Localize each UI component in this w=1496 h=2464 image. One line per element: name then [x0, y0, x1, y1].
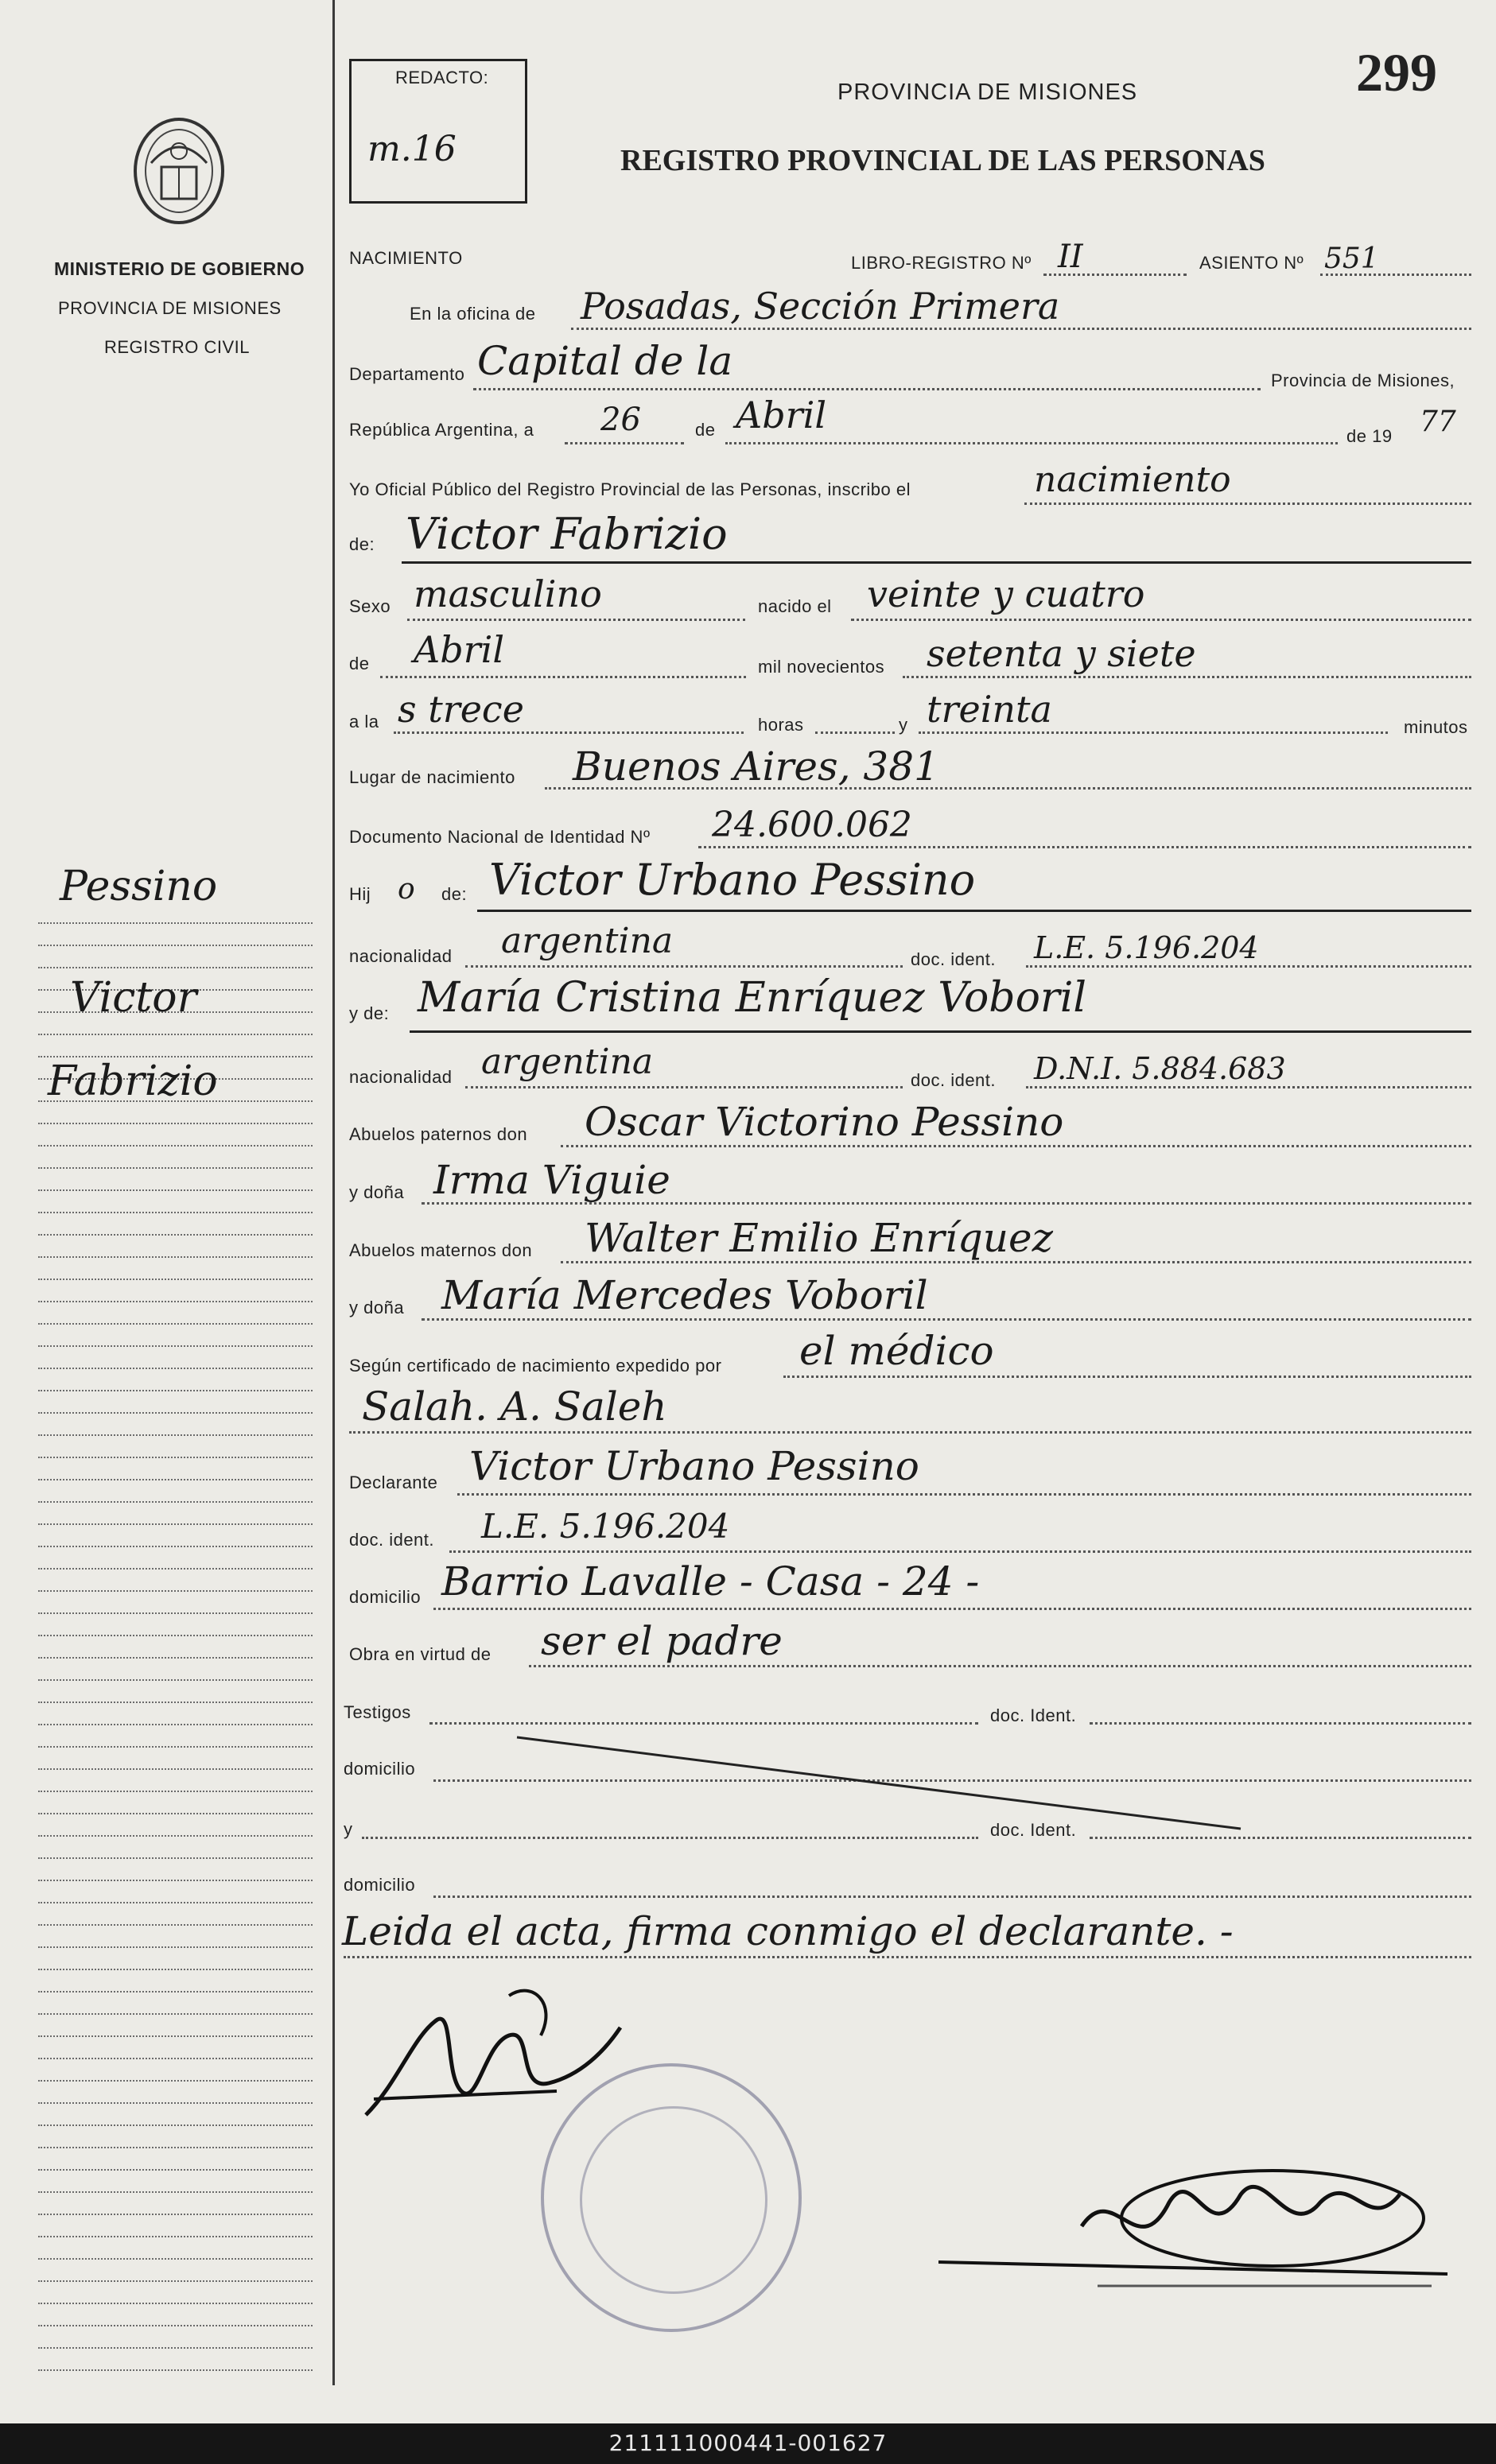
de4-label: de:	[441, 884, 468, 904]
oficina-label: En la oficina de	[410, 304, 536, 324]
minutos-value: treinta	[927, 688, 1052, 731]
asiento-value: 551	[1324, 243, 1379, 275]
margin-rule-line	[38, 1924, 313, 1926]
mes2-value: Abril	[414, 628, 505, 671]
dia-value: 26	[600, 402, 641, 438]
declarante-value: Victor Urbano Pessino	[469, 1443, 919, 1489]
margin-rule-line	[38, 1946, 313, 1948]
nac1-label: nacionalidad	[349, 946, 453, 966]
docident5-label: doc. Ident.	[990, 1820, 1077, 1840]
margin-rule-line	[38, 2258, 313, 2260]
docid3-value: L.E. 5.196.204	[481, 1507, 730, 1546]
ydona2-label: y doña	[349, 1298, 405, 1317]
margin-rule-line	[38, 2347, 313, 2349]
nac1-value: argentina	[501, 921, 674, 961]
republica-label: República Argentina, a	[349, 420, 534, 440]
segun-label: Según certificado de nacimiento expedido por	[349, 1356, 722, 1376]
ydona2-value: María Mercedes Voboril	[441, 1272, 928, 1318]
ministerio-label: MINISTERIO DE GOBIERNO	[54, 258, 305, 279]
provincia-left-label: PROVINCIA DE MISIONES	[58, 298, 282, 318]
de3-label: de	[349, 654, 370, 673]
docid1-value: L.E. 5.196.204	[1034, 930, 1259, 965]
margin-rule-line	[38, 2013, 313, 2015]
nac2-label: nacionalidad	[349, 1067, 453, 1087]
departamento-label: Departamento	[349, 364, 465, 384]
ala-label: a la	[349, 712, 379, 731]
margin-rule-line	[38, 2035, 313, 2037]
departamento-value: Capital de la	[477, 338, 733, 384]
lugar-label: Lugar de nacimiento	[349, 767, 515, 787]
libro-value: II	[1058, 239, 1083, 275]
nacido-label: nacido el	[758, 596, 832, 616]
abmat-label: Abuelos maternos don	[349, 1240, 533, 1260]
dni-value: 24.600.062	[712, 805, 912, 845]
de2-label: de:	[349, 534, 375, 554]
anio-value: 77	[1420, 405, 1456, 438]
domicilio3-label: domicilio	[344, 1875, 416, 1895]
docid2-value: D.N.I. 5.884.683	[1034, 1051, 1286, 1086]
official-signature-icon	[938, 2147, 1479, 2314]
registro-title: REGISTRO PROVINCIAL DE LAS PERSONAS	[620, 144, 1265, 177]
y2-label: y	[344, 1819, 353, 1839]
margin-rule-line	[38, 2369, 313, 2371]
redacto-label: REDACTO:	[395, 68, 489, 87]
hij-suffix: o	[398, 873, 415, 906]
abpat-value: Oscar Victorino Pessino	[585, 1099, 1064, 1145]
anio-label: de 19	[1346, 426, 1393, 446]
obra-value: ser el padre	[541, 1618, 783, 1664]
y-label: y	[899, 715, 908, 735]
nombre-value: Victor Fabrizio	[406, 509, 728, 559]
page-number: 299	[1356, 42, 1437, 103]
margin-nombre-2: Fabrizio	[48, 1057, 218, 1105]
yde-label: y de:	[349, 1003, 390, 1023]
margin-rule-line	[38, 2058, 313, 2059]
docid1-label: doc. ident.	[911, 949, 997, 969]
domicilio-label: domicilio	[349, 1587, 422, 1607]
margin-apellido: Pessino	[60, 863, 218, 910]
docid2-label: doc. ident.	[911, 1070, 997, 1090]
margin-rule-line	[38, 2191, 313, 2193]
margin-nombre-1: Victor	[70, 974, 197, 1022]
margin-rule-line	[38, 2280, 313, 2282]
inscribo-value: nacimiento	[1034, 460, 1231, 500]
margin-rule-line	[38, 1991, 313, 1993]
de-label: de	[695, 420, 716, 440]
minutos-label: minutos	[1404, 717, 1468, 737]
libro-label: LIBRO-REGISTRO Nº	[851, 253, 1032, 273]
declarante-label: Declarante	[349, 1473, 438, 1492]
obra-label: Obra en virtud de	[349, 1644, 492, 1664]
provincia-header: PROVINCIA DE MISIONES	[837, 80, 1138, 105]
dni-label: Documento Nacional de Identidad Nº	[349, 827, 651, 847]
abmat-value: Walter Emilio Enríquez	[585, 1215, 1053, 1261]
redacto-value: m.16	[367, 129, 457, 169]
segun-value: el médico	[799, 1328, 994, 1374]
margin-rule-line	[38, 2325, 313, 2326]
madre-value: María Cristina Enríquez Voboril	[418, 974, 1086, 1022]
sexo-label: Sexo	[349, 596, 391, 616]
docident4-label: doc. Ident.	[990, 1705, 1077, 1725]
margin-rule-line	[38, 2214, 313, 2215]
ydona1-label: y doña	[349, 1182, 405, 1202]
leida-value: Leida el acta, firma conmigo el declarante. -	[342, 1908, 1234, 1954]
margin-rule-line	[38, 2303, 313, 2304]
domicilio2-label: domicilio	[344, 1759, 416, 1779]
margin-rule-line	[38, 2169, 313, 2171]
medico-value: Salah. A. Saleh	[362, 1383, 667, 1430]
lugar-value: Buenos Aires, 381	[573, 743, 939, 790]
registry-stamp-icon	[541, 2063, 802, 2332]
nac2-value: argentina	[481, 1042, 654, 1082]
testigos-label: Testigos	[344, 1702, 411, 1722]
registro-civil-label: REGISTRO CIVIL	[104, 337, 251, 357]
sexo-value: masculino	[414, 572, 602, 615]
margin-rule-line	[38, 2124, 313, 2126]
ala-value: s trece	[398, 688, 524, 731]
nacido-value: veinte y cuatro	[867, 572, 1145, 615]
margin-rule-line	[38, 2236, 313, 2237]
margin-rule-line	[38, 2080, 313, 2082]
margin-rule-line	[38, 2147, 313, 2148]
mes-value: Abril	[736, 394, 827, 437]
margin-rule-line	[38, 2102, 313, 2104]
provincia-suffix: Provincia de Misiones,	[1271, 371, 1455, 390]
milnov-label: mil novecientos	[758, 657, 885, 677]
milnov-value: setenta y siete	[927, 632, 1196, 675]
margin-rule-line	[38, 1969, 313, 1970]
yo-label: Yo Oficial Público del Registro Provincial de las Personas, inscribo el	[349, 479, 911, 499]
ydona1-value: Irma Viguie	[433, 1157, 670, 1203]
image-id-label: 211111000441-001627	[608, 2430, 888, 2456]
oficina-value: Posadas, Sección Primera	[581, 285, 1060, 328]
nacimiento-label: NACIMIENTO	[349, 248, 463, 268]
hij-label: Hij	[349, 884, 371, 904]
domicilio-value: Barrio Lavalle - Casa - 24 -	[441, 1558, 980, 1605]
horas-label: horas	[758, 715, 804, 735]
asiento-label: ASIENTO Nº	[1199, 253, 1304, 273]
docid3-label: doc. ident.	[349, 1530, 435, 1550]
padre-value: Victor Urbano Pessino	[489, 855, 976, 905]
abpat-label: Abuelos paternos don	[349, 1124, 528, 1144]
